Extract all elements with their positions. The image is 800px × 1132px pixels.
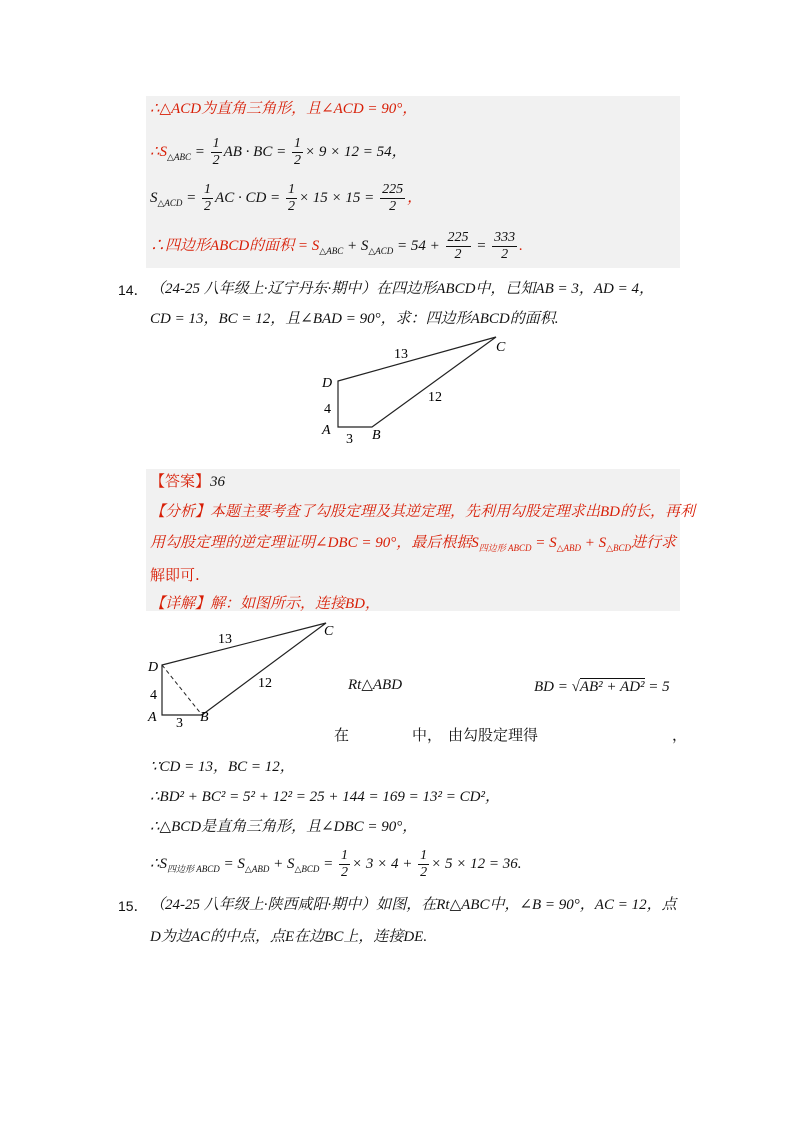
question-14-text-line2: CD = 13，BC = 12，且∠BAD = 90°，求：四边形ABCD的面积. [150,311,559,327]
vertex-label-c: C [324,624,334,639]
question-15-number: 15． [118,898,148,914]
side-label-3: 3 [346,432,353,447]
vertex-label-d: D [322,376,333,391]
rt-triangle-label: Rt△ABD [348,677,403,693]
solution-mid-text: 中， [412,726,443,744]
solution-comma: ， [672,726,688,744]
vertex-label-a: A [148,710,157,725]
vertex-label-a: A [322,423,331,438]
solution-step3: ∴△BCD是直角三角形，且∠DBC = 90°， [150,819,418,835]
side-label-3: 3 [176,716,183,727]
prev-solution-line4: ∴四边形ABCD的面积 = $S_{\triangle ABC} + S_{\triangle ACD} = 54$ + $\frac{225}{2}$ = $\frac{333}{2}$ . [150,230,523,262]
quadrilateral-figure-question [316,333,536,453]
solution-step4: $\therefore S_{四边形 ABCD} = S_{\triangle ABD} + S_{\triangle BCD}$ = $\frac{1}{2}$ × 3 × 4 + $\frac{1}{2}$ × 5 × 12 = 36. [150,848,522,880]
solution-in-text: 在 [334,726,350,744]
question-14-number: 14． [118,282,148,298]
question-14-text-line1: （24-25 八年级上·辽宁丹东·期中）在四边形ABCD中，已知AB = 3，AD = 4， [150,281,654,297]
solution-step2: ∴BD² + BC² = 5² + 12² = 25 + 144 = 169 = 13² = CD²， [150,789,501,805]
side-label-4: 4 [324,402,331,417]
answer-line: 【答案】36 [150,472,226,490]
analysis-line3: 解即可. [150,566,200,584]
side-label-4: 4 [150,688,157,703]
prev-solution-line2: $\therefore S_{\triangle ABC}$ = $\frac{1}{2}$ AB · BC = $\frac{1}{2}$ × 9 × 12 = 54， [150,136,407,168]
analysis-line1: 【分析】本题主要考查了勾股定理及其逆定理，先利用勾股定理求出BD的长，再利 [150,504,696,520]
quadrilateral-outline-solution [162,623,326,715]
side-label-13: 13 [394,347,408,362]
analysis-line2: 用勾股定理的逆定理证明∠DBC = 90°，最后根据$S_{四边形 ABCD} = S_{\triangle ABD} + S_{\triangle BCD}$进行求 [150,535,677,553]
side-label-13: 13 [218,632,232,647]
vertex-label-c: C [496,340,506,355]
prev-solution-line1: ∴△ACD为直角三角形，且∠ACD = 90°， [150,101,418,117]
vertex-label-b: B [200,710,209,725]
prev-solution-line3: $S_{\triangle ACD}$ = $\frac{1}{2}$ AC · CD = $\frac{1}{2}$ × 15 × 15 = $\frac{225}{2}$ ， [150,182,423,214]
bd-formula: BD = √AB² + AD² = 5 [534,679,670,695]
quadrilateral-figure-solution [144,617,344,727]
diagonal-bd-dashed [162,665,202,715]
quadrilateral-outline [338,337,496,427]
detail-line: 【详解】解：如图所示，连接BD， [150,596,381,612]
side-label-12: 12 [258,676,272,691]
question-15-text-line1: （24-25 八年级上·陕西咸阳·期中）如图，在Rt△ABC中，∠B = 90°，AC = 12，点 [150,897,677,913]
question-15-text-line2: D为边AC的中点，点E在边BC上，连接DE. [150,929,428,945]
vertex-label-b: B [372,428,381,443]
solution-step1: ∵CD = 13，BC = 12， [150,759,295,775]
solution-pythagoras-text: 由勾股定理得 [448,726,539,744]
vertex-label-d: D [148,660,159,675]
side-label-12: 12 [428,390,442,405]
